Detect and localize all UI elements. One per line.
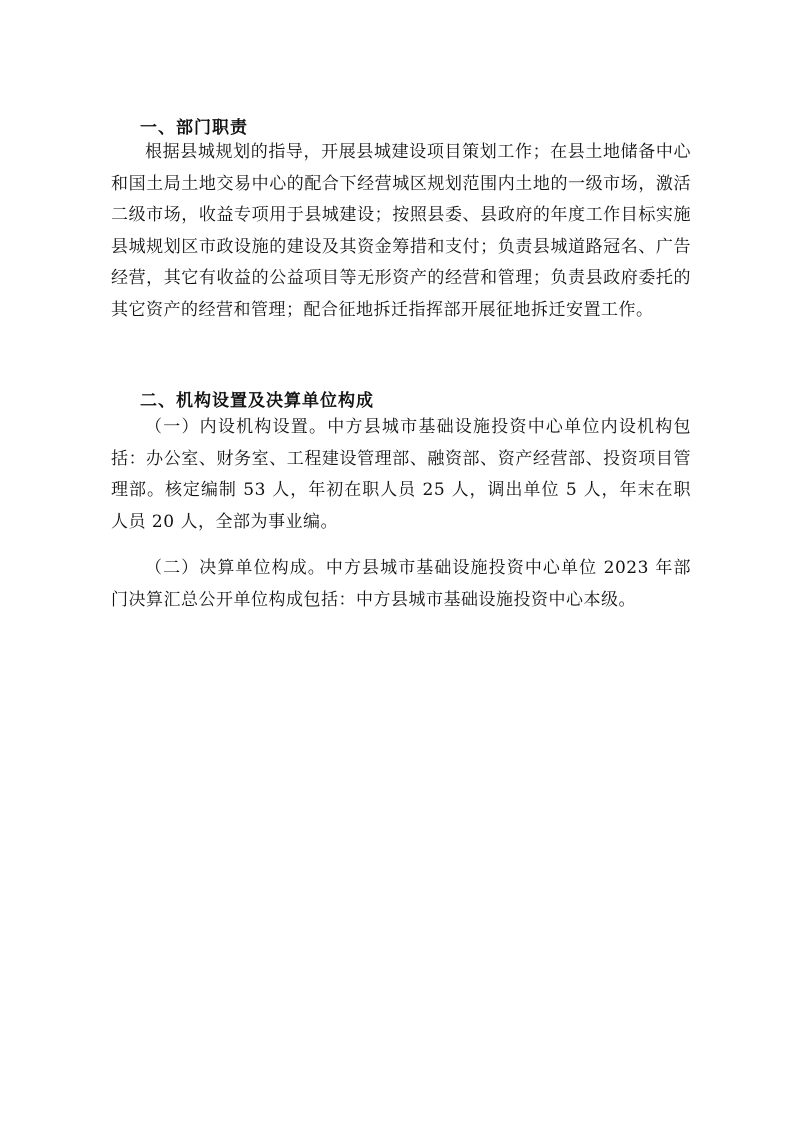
internal-structure-paragraph: （一）内设机构设置。中方县城市基础设施投资中心单位内设机构包括：办公室、财务室、工程建设管理部、融资部、资产经营部、投资项目管理部。核定编制 53 人，年初在职人员 25 人，调出单位 5 人，年末在职人员 20 人，全部为事业编。 bbox=[111, 417, 691, 532]
section-heading-organization: 二、机构设置及决算单位构成 bbox=[140, 391, 374, 411]
duties-paragraph: 根据县城规划的指导，开展县城建设项目策划工作；在县土地储备中心和国土局土地交易中心的配合下经营城区规划范围内土地的一级市场，激活二级市场，收益专项用于县城建设；按照县委、县政府的年度工作目标实施县城规划区市政设施的建设及其资金筹措和支付；负责县城道路冠名、广告经营，其它有收益的公益项目等无形资产的经营和管理；负责县政府委托的其它资产的经营和管理；配合征地拆迁指挥部开展征地拆迁安置工作。 bbox=[111, 142, 691, 320]
accounting-unit-paragraph: （二）决算单位构成。中方县城市基础设施投资中心单位 2023 年部门决算汇总公开单位构成包括：中方县城市基础设施投资中心本级。 bbox=[111, 558, 691, 610]
section-heading-department-duties: 一、部门职责 bbox=[140, 118, 248, 138]
